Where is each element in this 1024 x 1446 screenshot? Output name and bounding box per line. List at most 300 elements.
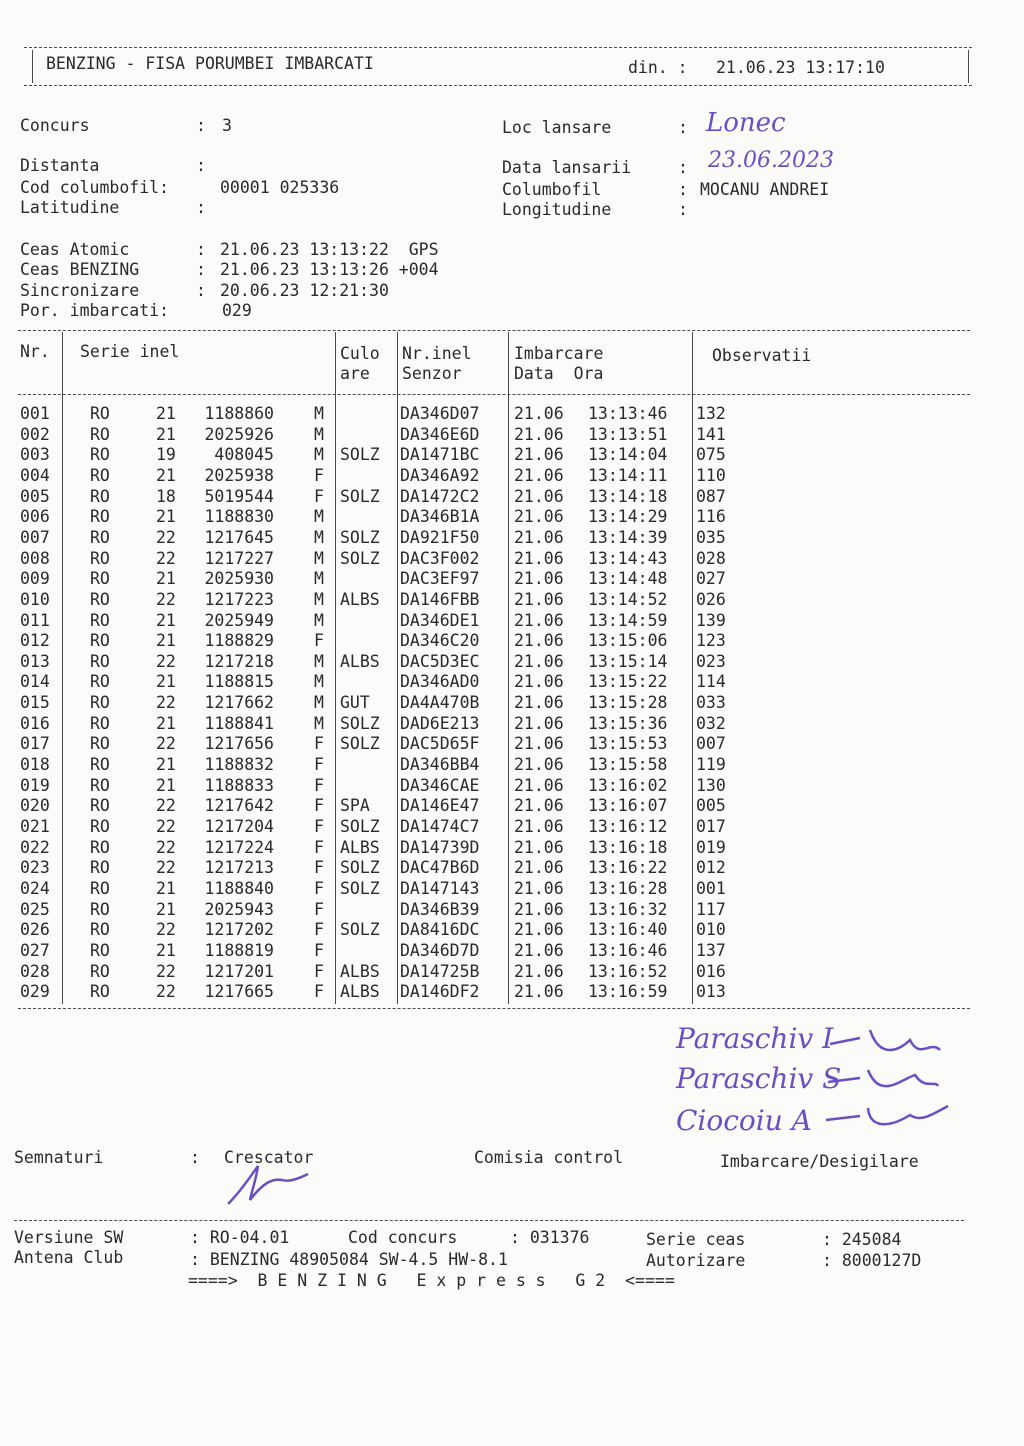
row-senzor: DAC3EF97 <box>400 569 480 589</box>
row-inel: 1188830 <box>204 507 274 527</box>
row-nr: 029 <box>20 982 50 1002</box>
col-culoare-header-2: are <box>340 364 370 383</box>
row-culoare: ALBS <box>340 837 380 857</box>
col-sep-2 <box>335 332 336 1004</box>
row-inel: 1217665 <box>204 982 274 1002</box>
row-data: 21.06 <box>514 548 564 568</box>
row-inel: 1217642 <box>204 796 274 816</box>
row-an: 21 <box>156 713 176 733</box>
row-sex: F <box>314 486 324 506</box>
col-sep-5 <box>692 332 693 1004</box>
row-nr: 004 <box>20 465 50 485</box>
row-inel: 5019544 <box>204 486 274 506</box>
row-nr: 013 <box>20 651 50 671</box>
sincronizare-colon: : <box>196 281 206 300</box>
ceas-benzing-value: 21.06.23 13:13:26 +004 <box>220 260 439 279</box>
row-tara: RO <box>90 982 110 1002</box>
autorizare-value: : 8000127D <box>822 1251 922 1270</box>
longitudine-label: Longitudine <box>502 200 612 219</box>
row-observatie: 001 <box>696 878 726 898</box>
row-observatie: 116 <box>696 507 726 527</box>
row-data: 21.06 <box>514 465 564 485</box>
row-an: 22 <box>156 734 176 754</box>
row-senzor: DA14725B <box>400 961 480 981</box>
row-senzor: DA147143 <box>400 878 480 898</box>
row-senzor: DA1474C7 <box>400 817 480 836</box>
semnaturi-label: Semnaturi <box>14 1148 104 1167</box>
row-senzor: DA1471BC <box>400 445 480 465</box>
row-nr: 010 <box>20 589 50 609</box>
row-ora: 13:15:36 <box>588 713 668 733</box>
row-tara: RO <box>90 693 110 713</box>
row-an: 21 <box>156 755 176 775</box>
row-senzor: DA346DE1 <box>400 610 480 630</box>
row-observatie: 005 <box>696 796 726 816</box>
row-ora: 13:14:52 <box>588 589 668 609</box>
row-senzor: DA8416DC <box>400 920 480 940</box>
row-data: 21.06 <box>514 569 564 589</box>
row-data: 21.06 <box>514 899 564 919</box>
col-nr-header: Nr. <box>20 342 50 361</box>
row-observatie: 012 <box>696 858 726 878</box>
row-ora: 13:16:07 <box>588 796 668 816</box>
row-culoare: SPA <box>340 796 370 816</box>
sw-version-label: Versiune SW <box>14 1228 124 1247</box>
row-nr: 022 <box>20 837 50 857</box>
row-sex: F <box>314 755 324 775</box>
row-inel: 1217645 <box>204 527 274 547</box>
row-nr: 016 <box>20 713 50 733</box>
row-observatie: 027 <box>696 569 726 589</box>
row-inel: 1188840 <box>204 878 274 898</box>
header-bottom-border <box>24 85 972 86</box>
row-ora: 13:16:28 <box>588 878 668 898</box>
row-sex: F <box>314 837 324 857</box>
row-nr: 028 <box>20 961 50 981</box>
row-observatie: 119 <box>696 755 726 775</box>
row-data: 21.06 <box>514 713 564 733</box>
comisia-control-label: Comisia control <box>474 1148 624 1167</box>
row-culoare: ALBS <box>340 982 380 1002</box>
row-inel: 2025943 <box>204 899 274 919</box>
row-sex: F <box>314 961 324 981</box>
header-right-border <box>968 50 969 83</box>
row-ora: 13:16:22 <box>588 858 668 878</box>
crescator-label: Crescator <box>224 1148 314 1167</box>
row-observatie: 130 <box>696 775 726 795</box>
col-imbarcare-header: Imbarcare <box>514 344 604 363</box>
row-tara: RO <box>90 631 110 651</box>
row-nr: 014 <box>20 672 50 692</box>
signature-scribbles <box>820 1020 960 1135</box>
col-sep-4 <box>508 332 509 1004</box>
row-sex: F <box>314 465 324 485</box>
sincronizare-value: 20.06.23 12:21:30 <box>220 281 389 300</box>
row-sex: M <box>314 672 324 692</box>
ceas-benzing-label: Ceas BENZING <box>20 260 140 279</box>
row-tara: RO <box>90 569 110 589</box>
cod-columbofil-value: 00001 025336 <box>220 178 340 197</box>
row-senzor: DA346CAE <box>400 775 480 795</box>
row-inel: 1188860 <box>204 404 274 423</box>
row-senzor: DA346C20 <box>400 631 480 651</box>
footer-top-border <box>14 1220 964 1221</box>
row-senzor: DA146FBB <box>400 589 480 609</box>
ceas-atomic-label: Ceas Atomic <box>20 240 130 259</box>
row-inel: 1217213 <box>204 858 274 878</box>
row-an: 22 <box>156 837 176 857</box>
row-ora: 13:15:06 <box>588 631 668 651</box>
row-ora: 13:13:51 <box>588 424 668 444</box>
row-ora: 13:14:18 <box>588 486 668 506</box>
row-culoare: SOLZ <box>340 817 380 836</box>
row-tara: RO <box>90 465 110 485</box>
row-senzor: DA346B39 <box>400 899 480 919</box>
row-tara: RO <box>90 755 110 775</box>
row-an: 22 <box>156 961 176 981</box>
row-ora: 13:13:46 <box>588 404 668 423</box>
porumbei-imbarcati-label: Por. imbarcati: <box>20 301 170 320</box>
row-sex: M <box>314 527 324 547</box>
row-sex: F <box>314 734 324 754</box>
row-observatie: 017 <box>696 817 726 836</box>
row-senzor: DA146DF2 <box>400 982 480 1002</box>
row-nr: 023 <box>20 858 50 878</box>
row-data: 21.06 <box>514 424 564 444</box>
row-observatie: 035 <box>696 527 726 547</box>
row-data: 21.06 <box>514 755 564 775</box>
row-observatie: 013 <box>696 982 726 1002</box>
row-data: 21.06 <box>514 589 564 609</box>
row-culoare: ALBS <box>340 961 380 981</box>
row-ora: 13:16:46 <box>588 940 668 960</box>
row-observatie: 023 <box>696 651 726 671</box>
row-an: 22 <box>156 651 176 671</box>
row-nr: 019 <box>20 775 50 795</box>
row-nr: 027 <box>20 940 50 960</box>
columbofil-label: Columbofil <box>502 180 602 199</box>
row-data: 21.06 <box>514 651 564 671</box>
row-nr: 018 <box>20 755 50 775</box>
sincronizare-label: Sincronizare <box>20 281 140 300</box>
row-inel: 1217201 <box>204 961 274 981</box>
row-tara: RO <box>90 404 110 423</box>
col-observatii-header: Observatii <box>712 346 812 365</box>
antena-club-value: : BENZING 48905084 SW-4.5 HW-8.1 <box>190 1250 508 1269</box>
row-sex: M <box>314 651 324 671</box>
row-tara: RO <box>90 858 110 878</box>
loc-lansare-handwritten: Lonec <box>706 108 786 138</box>
row-nr: 020 <box>20 796 50 816</box>
row-an: 18 <box>156 486 176 506</box>
row-nr: 024 <box>20 878 50 898</box>
row-ora: 13:16:32 <box>588 899 668 919</box>
row-sex: M <box>314 548 324 568</box>
row-sex: M <box>314 507 324 527</box>
row-tara: RO <box>90 734 110 754</box>
row-ora: 13:14:39 <box>588 527 668 547</box>
row-data: 21.06 <box>514 486 564 506</box>
distanta-colon: : <box>196 156 206 175</box>
row-senzor: DA346D7D <box>400 940 480 960</box>
row-data: 21.06 <box>514 445 564 465</box>
row-observatie: 028 <box>696 548 726 568</box>
row-inel: 1217227 <box>204 548 274 568</box>
columbofil-colon: : <box>678 180 688 199</box>
row-culoare: SOLZ <box>340 920 380 940</box>
row-tara: RO <box>90 548 110 568</box>
row-ora: 13:14:48 <box>588 569 668 589</box>
row-data: 21.06 <box>514 982 564 1002</box>
loc-lansare-label: Loc lansare <box>502 118 612 137</box>
row-ora: 13:15:22 <box>588 672 668 692</box>
row-an: 21 <box>156 775 176 795</box>
row-an: 22 <box>156 527 176 547</box>
row-nr: 005 <box>20 486 50 506</box>
row-an: 21 <box>156 404 176 423</box>
row-data: 21.06 <box>514 940 564 960</box>
row-data: 21.06 <box>514 527 564 547</box>
row-observatie: 019 <box>696 837 726 857</box>
row-nr: 011 <box>20 610 50 630</box>
row-tara: RO <box>90 589 110 609</box>
col-sep-1 <box>62 332 63 1004</box>
row-senzor: DA346AD0 <box>400 672 480 692</box>
row-nr: 015 <box>20 693 50 713</box>
table-header-bottom-border <box>18 394 970 395</box>
row-data: 21.06 <box>514 961 564 981</box>
row-observatie: 016 <box>696 961 726 981</box>
row-tara: RO <box>90 424 110 444</box>
row-sex: F <box>314 775 324 795</box>
row-inel: 2025949 <box>204 610 274 630</box>
row-tara: RO <box>90 610 110 630</box>
row-observatie: 010 <box>696 920 726 940</box>
row-ora: 13:16:59 <box>588 982 668 1002</box>
row-senzor: DA146E47 <box>400 796 480 816</box>
print-datetime: 21.06.23 13:17:10 <box>716 58 885 77</box>
handwritten-name-3: Ciocoiu A <box>676 1104 812 1137</box>
col-culoare-header: Culo <box>340 344 380 363</box>
header-top-border <box>24 47 972 48</box>
row-inel: 1217202 <box>204 920 274 940</box>
handwritten-name-2: Paraschiv S <box>676 1062 842 1095</box>
row-ora: 13:16:12 <box>588 817 668 836</box>
loc-colon: : <box>678 118 688 137</box>
row-culoare: SOLZ <box>340 858 380 878</box>
row-sex: M <box>314 693 324 713</box>
row-ora: 13:16:40 <box>588 920 668 940</box>
row-senzor: DA346E6D <box>400 424 480 444</box>
row-observatie: 007 <box>696 734 726 754</box>
row-sex: M <box>314 404 324 423</box>
row-an: 21 <box>156 465 176 485</box>
row-observatie: 141 <box>696 424 726 444</box>
antena-club-label: Antena Club <box>14 1248 124 1267</box>
row-data: 21.06 <box>514 837 564 857</box>
row-inel: 1217662 <box>204 693 274 713</box>
row-data: 21.06 <box>514 693 564 713</box>
row-sex: M <box>314 610 324 630</box>
row-observatie: 075 <box>696 445 726 465</box>
row-observatie: 033 <box>696 693 726 713</box>
columbofil-value: MOCANU ANDREI <box>700 180 830 199</box>
row-observatie: 139 <box>696 610 726 630</box>
latitudine-label: Latitudine <box>20 198 120 217</box>
row-data: 21.06 <box>514 817 564 836</box>
concurs-label: Concurs <box>20 116 90 135</box>
row-tara: RO <box>90 878 110 898</box>
row-sex: F <box>314 899 324 919</box>
porumbei-imbarcati-value: 029 <box>222 301 252 320</box>
col-data-ora-header: Data Ora <box>514 364 604 383</box>
row-senzor: DA346BB4 <box>400 755 480 775</box>
row-culoare: SOLZ <box>340 734 380 754</box>
row-sex: M <box>314 445 324 465</box>
cod-concurs-label: Cod concurs <box>348 1228 458 1247</box>
row-inel: 2025930 <box>204 569 274 589</box>
row-inel: 1217224 <box>204 837 274 857</box>
header-left-border <box>32 50 33 83</box>
row-tara: RO <box>90 837 110 857</box>
row-nr: 021 <box>20 817 50 836</box>
row-nr: 002 <box>20 424 50 444</box>
row-tara: RO <box>90 713 110 733</box>
cod-concurs-value: : 031376 <box>510 1228 590 1247</box>
row-sex: F <box>314 940 324 960</box>
row-an: 19 <box>156 445 176 465</box>
concurs-colon: : <box>196 116 206 135</box>
row-data: 21.06 <box>514 610 564 630</box>
row-tara: RO <box>90 796 110 816</box>
row-culoare: SOLZ <box>340 548 380 568</box>
row-sex: F <box>314 817 324 836</box>
row-ora: 13:14:11 <box>588 465 668 485</box>
row-senzor: DAC47B6D <box>400 858 480 878</box>
row-an: 22 <box>156 796 176 816</box>
row-an: 21 <box>156 899 176 919</box>
row-an: 22 <box>156 920 176 940</box>
serie-ceas-label: Serie ceas <box>646 1230 746 1249</box>
row-inel: 1188841 <box>204 713 274 733</box>
row-observatie: 114 <box>696 672 726 692</box>
row-an: 21 <box>156 424 176 444</box>
row-senzor: DA4A470B <box>400 693 480 713</box>
row-data: 21.06 <box>514 404 564 423</box>
row-an: 21 <box>156 610 176 630</box>
ceas-atomic-value: 21.06.23 13:13:22 GPS <box>220 240 439 259</box>
handwritten-name-1: Paraschiv I <box>676 1022 834 1055</box>
row-culoare: SOLZ <box>340 486 380 506</box>
row-tara: RO <box>90 445 110 465</box>
distanta-label: Distanta <box>20 156 100 175</box>
row-an: 22 <box>156 693 176 713</box>
row-data: 21.06 <box>514 878 564 898</box>
row-observatie: 087 <box>696 486 726 506</box>
data-lansarii-colon: : <box>678 158 688 177</box>
row-senzor: DA346A92 <box>400 465 480 485</box>
row-culoare: ALBS <box>340 589 380 609</box>
row-an: 22 <box>156 817 176 836</box>
row-culoare: GUT <box>340 693 370 713</box>
benzing-brand-banner: ====> B E N Z I N G E x p r e s s G 2 <==== <box>188 1271 675 1290</box>
sw-version-value: : RO-04.01 <box>190 1228 290 1247</box>
row-inel: 2025926 <box>204 424 274 444</box>
row-sex: F <box>314 858 324 878</box>
row-ora: 13:15:28 <box>588 693 668 713</box>
row-tara: RO <box>90 507 110 527</box>
table-top-border <box>18 330 970 331</box>
table-bottom-border <box>18 1008 970 1009</box>
row-an: 21 <box>156 878 176 898</box>
autorizare-label: Autorizare <box>646 1251 746 1270</box>
row-senzor: DAC5D3EC <box>400 651 480 671</box>
document-title: BENZING - FISA PORUMBEI IMBARCATI <box>46 54 374 73</box>
row-data: 21.06 <box>514 858 564 878</box>
row-tara: RO <box>90 817 110 836</box>
row-observatie: 032 <box>696 713 726 733</box>
row-observatie: 132 <box>696 404 726 423</box>
col-sep-3 <box>397 332 398 1004</box>
row-nr: 008 <box>20 548 50 568</box>
date-label: din. : <box>628 58 688 77</box>
row-inel: 1217218 <box>204 651 274 671</box>
row-observatie: 117 <box>696 899 726 919</box>
row-nr: 009 <box>20 569 50 589</box>
row-nr: 025 <box>20 899 50 919</box>
row-sex: F <box>314 920 324 940</box>
row-sex: F <box>314 878 324 898</box>
col-senzor-header: Nr.inel <box>402 344 472 363</box>
row-ora: 13:16:02 <box>588 775 668 795</box>
col-serie-header: Serie inel <box>80 342 180 361</box>
row-data: 21.06 <box>514 775 564 795</box>
row-culoare: SOLZ <box>340 445 380 465</box>
row-data: 21.06 <box>514 672 564 692</box>
row-inel: 1188815 <box>204 672 274 692</box>
row-ora: 13:16:18 <box>588 837 668 857</box>
row-data: 21.06 <box>514 920 564 940</box>
row-tara: RO <box>90 486 110 506</box>
row-senzor: DA1472C2 <box>400 486 480 506</box>
row-nr: 012 <box>20 631 50 651</box>
row-data: 21.06 <box>514 734 564 754</box>
cod-columbofil-label: Cod columbofil: <box>20 178 170 197</box>
row-an: 21 <box>156 569 176 589</box>
row-nr: 001 <box>20 404 50 423</box>
row-inel: 1217656 <box>204 734 274 754</box>
row-nr: 003 <box>20 445 50 465</box>
row-ora: 13:14:04 <box>588 445 668 465</box>
row-ora: 13:15:53 <box>588 734 668 754</box>
row-culoare: ALBS <box>340 651 380 671</box>
row-tara: RO <box>90 651 110 671</box>
row-an: 21 <box>156 631 176 651</box>
ceas-benzing-colon: : <box>196 260 206 279</box>
row-inel: 1217204 <box>204 817 274 836</box>
row-nr: 006 <box>20 507 50 527</box>
row-an: 21 <box>156 940 176 960</box>
serie-ceas-value: : 245084 <box>822 1230 902 1249</box>
row-observatie: 110 <box>696 465 726 485</box>
row-ora: 13:15:14 <box>588 651 668 671</box>
row-culoare: SOLZ <box>340 527 380 547</box>
row-an: 22 <box>156 548 176 568</box>
longitudine-colon: : <box>678 200 688 219</box>
row-sex: M <box>314 569 324 589</box>
row-sex: F <box>314 982 324 1002</box>
row-tara: RO <box>90 527 110 547</box>
